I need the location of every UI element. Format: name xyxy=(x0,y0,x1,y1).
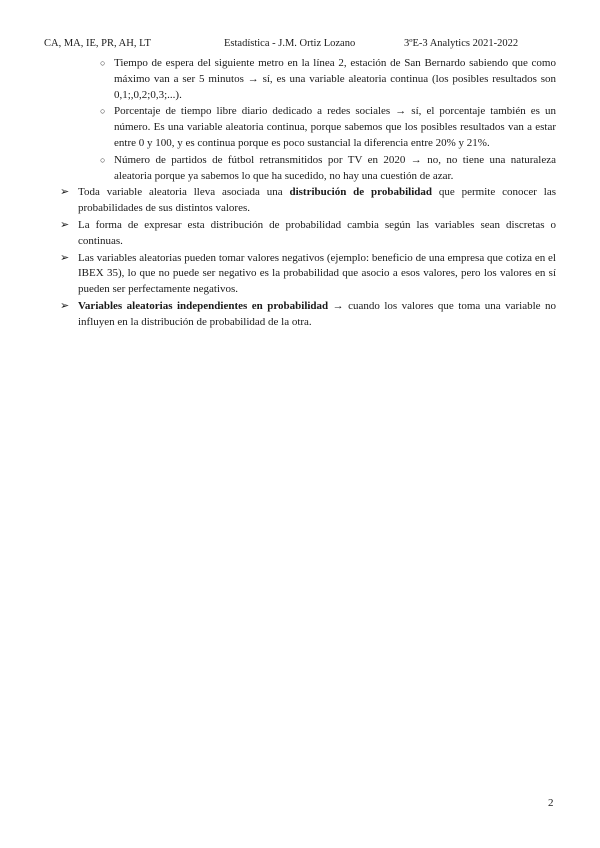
main-list-item xyxy=(60,251,556,298)
header-authors: CA, MA, IE, PR, AH, LT xyxy=(44,38,151,49)
arrow-bullet-icon: ➢ xyxy=(60,186,70,199)
item-text-after: que permite conocer las probabilidades de sus distintos valores. xyxy=(78,186,556,215)
item-text-before: Las variables aleatorias pueden tomar valores negativos (ejemplo: beneficio de una empresa que cotiza en el IBEX 35), lo que no puede ser negativo es la probabilidad que asocio a esos valores, pero los valores en sí pueden ser perfectamente negativos. xyxy=(78,251,556,296)
arrow-bullet-icon: ➢ xyxy=(60,299,70,312)
header-course: 3ºE-3 Analytics 2021-2022 xyxy=(404,38,519,49)
sub-list-item xyxy=(60,56,556,103)
arrow-bullet-icon: ➢ xyxy=(60,251,70,264)
item-text-before: Toda variable aleatoria lleva asociada una xyxy=(78,186,290,199)
sub-item-text: Tiempo de espera del siguiente metro en la línea 2, estación de San Bernardo sabiendo que como máximo van a ser 5 minutos → sí, es una variable aleatoria continua (los posibles resultados son 0,1;,0,2;0,3;...). xyxy=(114,57,556,101)
header-subject: Estadística - J.M. Ortiz Lozano xyxy=(224,38,356,49)
item-text-after: → cuando los valores que toma una variable no influyen en la distribución de probabilidad de la otra. xyxy=(78,299,556,328)
sub-list-item xyxy=(60,153,556,185)
page-number: 2 xyxy=(548,797,554,809)
main-list-item xyxy=(60,185,556,217)
item-text-bold: Variables aleatorias independientes en probabilidad xyxy=(78,299,329,312)
circle-bullet-icon: ○ xyxy=(100,154,106,165)
main-list-item xyxy=(60,218,556,250)
page-header xyxy=(44,38,556,52)
item-text-before: La forma de expresar esta distribución de probabilidad cambia según las variables sean discretas o continuas. xyxy=(78,218,556,247)
arrow-bullet-icon: ➢ xyxy=(60,218,70,231)
item-text-bold: distribución de probabilidad xyxy=(289,186,432,199)
sub-list-item xyxy=(60,104,556,151)
document-body xyxy=(60,56,556,332)
main-list-item xyxy=(60,299,556,331)
sub-item-text: Porcentaje de tiempo libre diario dedicado a redes sociales → sí, el porcentaje también es un número. Es una variable aleatoria continua, porque sabemos que los posibles resultados van a estar entre 0 y 100, y es continua porque es poco sustancial la diferencia entre 20% y 21%. xyxy=(114,105,556,149)
circle-bullet-icon: ○ xyxy=(100,58,106,68)
sub-item-text: Número de partidos de fútbol retransmitidos por TV en 2020 → no, no tiene una naturaleza aleatoria porque ya sabemos lo que ha sucedido, no hay una cuestión de azar. xyxy=(114,153,556,182)
circle-bullet-icon: ○ xyxy=(100,106,106,117)
